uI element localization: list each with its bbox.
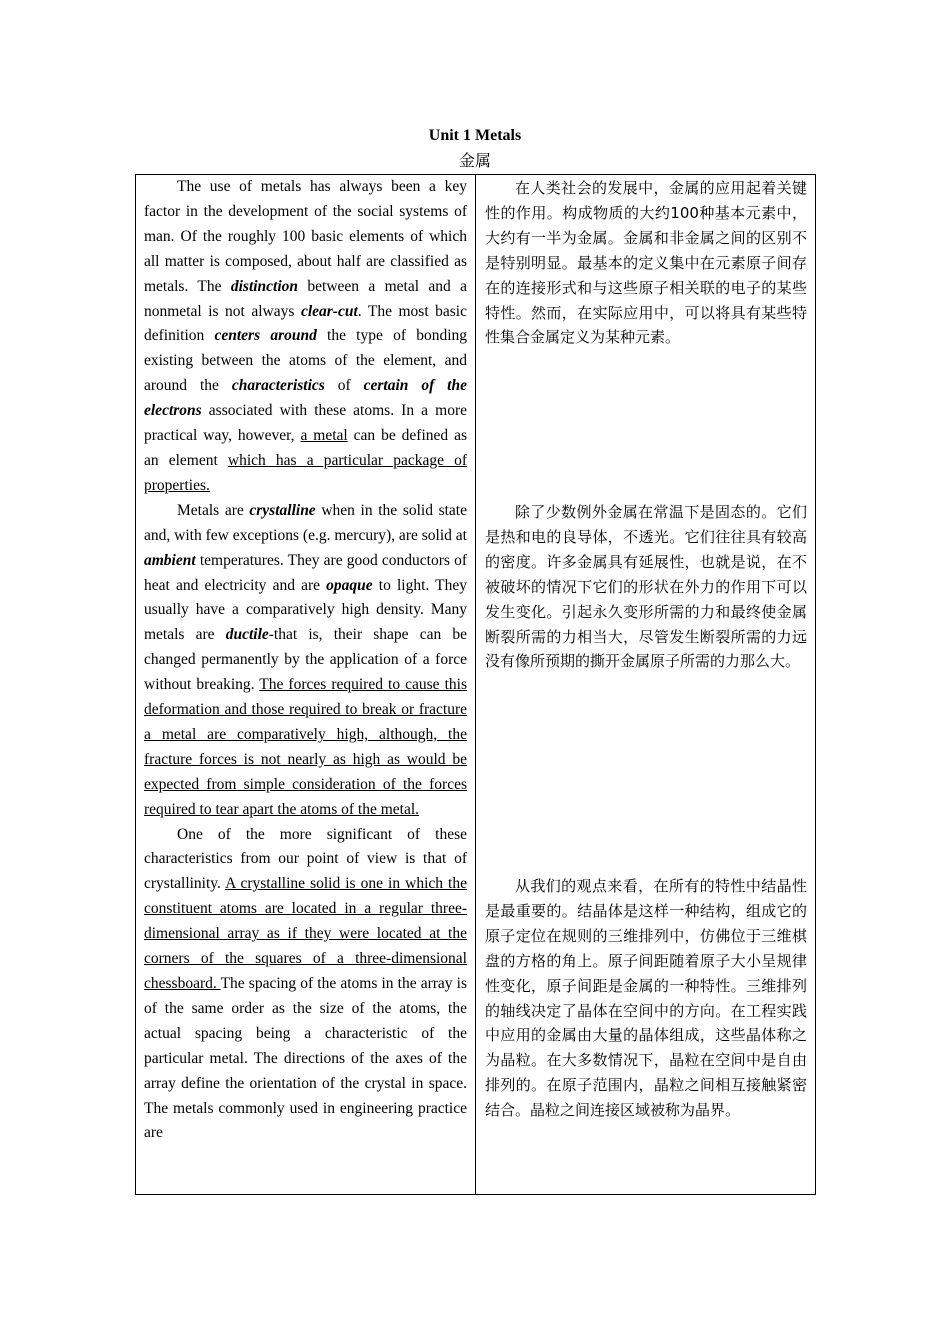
text-run: -that is, their shape can be changed permanently by the application of a force without breaking. xyxy=(144,626,467,694)
emphasized-term: characteristics xyxy=(231,377,325,395)
text-run: associated with these atoms. In a more practical way, however, xyxy=(144,402,467,445)
text-run: the type of bonding existing between the atoms of the element, and around the xyxy=(144,327,467,395)
text-run: to light. They usually have a comparatively high density. Many metals are xyxy=(144,576,467,644)
chinese-paragraph-1: 在人类社会的发展中，金属的应用起着关键性的作用。构成物质的大约100种基本元素中，大约有一半为金属。金属和非金属之间的区别不是特别明显。最基本的定义集中在元素原子间存在的连接形式和与这些原子相关联的电子的某些特性。然而，在实际应用中，可以将具有某些特性集合金属定义为某种元素。 xyxy=(485,179,807,347)
english-paragraph-3 xyxy=(144,823,467,1147)
english-paragraph-2 xyxy=(144,499,467,823)
text-run: The use of metals has always been a key factor in the development of the social systems of man. Of the roughly 100 basic elements of which all matter is composed, about half are classified as metals. The xyxy=(144,178,467,295)
emphasized-term: ambient xyxy=(144,551,196,569)
emphasized-term: certain of the electrons xyxy=(144,377,467,420)
text-run: when in the solid state and, with few exceptions (e.g. mercury), are solid at xyxy=(144,501,467,544)
text-run: One of the more significant of these characteristics from our point of view is that of crystallinity. xyxy=(144,825,467,893)
emphasized-term: clear-cut xyxy=(300,302,358,320)
underlined-sentence: a metal xyxy=(300,427,348,445)
emphasized-term: crystalline xyxy=(249,501,316,519)
english-column xyxy=(144,175,467,1146)
text-run: between a metal and a nonmetal is not always xyxy=(144,277,467,320)
underlined-sentence: The forces required to cause this deformation and those required to break or fracture a metal are comparatively high, although, the fracture forces is not nearly as high as would be expected from simple consideration of the forces required to tear apart the atoms of the metal. xyxy=(144,676,467,818)
emphasized-term: ductile xyxy=(225,626,269,644)
chinese-paragraph-2: 除了少数例外金属在常温下是固态的。它们是热和电的良导体，不透光。它们往往具有较高的密度。许多金属具有延展性，也就是说，在不被破坏的情况下它们的形状在外力的作用下可以发生变化。引起永久变形所需的力和最终使金属断裂所需的力相当大，尽管发生断裂所需的力远没有像所预期的撕开金属原子所需的力那么大。 xyxy=(485,503,807,671)
underlined-sentence: A crystalline solid is one in which the constituent atoms are located in a regular three-dimensional array as if they were located at the corners of the squares of a three-dimensional chessboard. xyxy=(144,875,467,992)
emphasized-term: distinction xyxy=(230,277,299,295)
underlined-sentence: which has a particular package of properties. xyxy=(144,451,467,494)
page-title: Unit 1 Metals xyxy=(428,127,522,144)
chinese-paragraph-3: 从我们的观点来看，在所有的特性中结晶性是最重要的。结晶体是这样一种结构，组成它的原子定位在规则的三维排列中，仿佛位于三维棋盘的方格的角上。原子间距随着原子大小呈规律性变化，原子间距是金属的一种特性。三维排列的轴线决定了晶体在空间中的方向。在工程实践中应用的金属由大量的晶体组成，这些晶体称之为晶粒。在大多数情况下，晶粒在空间中是自由排列的。在原子范围内，晶粒之间相互接触紧密结合。晶粒之间连接区域被称为晶界。 xyxy=(485,877,807,1120)
text-run: temperatures. They are good conductors of heat and electricity and are xyxy=(144,551,467,594)
english-paragraph-1 xyxy=(144,175,467,499)
column-divider xyxy=(475,175,476,1194)
text-run: Metals are xyxy=(177,501,250,519)
text-run: can be defined as an element xyxy=(144,427,467,469)
page-subtitle: 金属 xyxy=(458,151,491,170)
text-run: The spacing of the atoms in the array is of the same order as the size of the atoms, the actual spacing being a characteristic of the particular metal. The directions of the axes of the array define the orientation of the crystal in space. The metals commonly used in engineering practice are xyxy=(144,975,467,1142)
emphasized-term: centers around xyxy=(214,327,317,345)
text-run: . The most basic definition xyxy=(144,302,467,345)
text-run: of xyxy=(324,377,364,395)
bilingual-table xyxy=(135,174,816,1195)
emphasized-term: opaque xyxy=(326,576,373,594)
